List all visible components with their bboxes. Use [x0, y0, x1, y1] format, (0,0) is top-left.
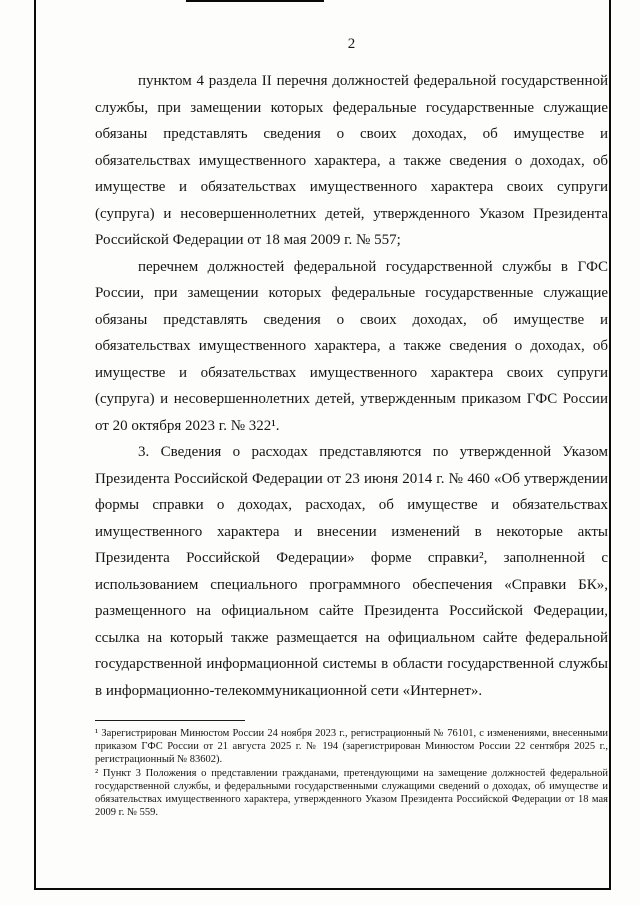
footnote-2: ² Пункт 3 Положения о представлении гражданами, претендующими на замещение должностей федеральной государственной службы, и федеральными государственными служащими сведений о доходах, об имуществе и обязательствах имущественного характера, утвержденного Указом Президента Российской Федерации от 18 мая 2009 г. № 559.	[95, 767, 608, 819]
footnote-1: ¹ Зарегистрирован Минюстом России 24 ноября 2023 г., регистрационный № 76101, с изменениями, внесенными приказом ГФС России от 21 августа 2025 г. № 194 (зарегистрирован Минюстом России 22 сентября 2025 г., регистрационный № 83602).	[95, 728, 608, 766]
scan-edge-left	[34, 0, 36, 890]
scan-artifact-top	[186, 0, 324, 2]
body-paragraph-2: перечнем должностей федеральной государственной службы в ГФС России, при замещении которых федеральные государственные служащие обязаны представлять сведения о своих доходах, об имуществе и обязательствах имущественного характера, а также сведения о доходах, об имуществе и обязательствах имущественного характера своих супруги (супруга) и несовершеннолетних детей, утвержденным приказом ГФС России от 20 октября 2023 г. № 322¹.	[95, 258, 608, 434]
page-number: 2	[347, 36, 356, 52]
footnote-separator	[95, 720, 245, 721]
scan-edge-bottom	[34, 888, 611, 890]
footnotes-section	[95, 720, 608, 819]
body-paragraph-3: 3. Сведения о расходах представляются по утвержденной Указом Президента Российской Федерации от 23 июня 2014 г. № 460 «Об утверждении формы справки о доходах, расходах, об имуществе и обязательствах имущественного характера и внесении изменений в некоторые акты Президента Российской Федерации» форме справки², заполненной с использованием специального программного обеспечения «Справки БК», размещенного на официальном сайте Президента Российской Федерации, ссылка на который также размещается на официальном сайте федеральной государственной информационной системы в области государственной службы в информационно-телекоммуникационной сети «Интернет».	[95, 444, 608, 699]
page-content	[95, 36, 608, 819]
scan-edge-right	[609, 0, 611, 890]
body-paragraph-1: пунктом 4 раздела II перечня должностей федеральной государственной службы, при замещении которых федеральные государственные служащие обязаны представлять сведения о своих доходах, об имуществе и обязательствах имущественного характера, а также сведения о доходах, об имуществе и обязательствах имущественного характера своих супруги (супруга) и несовершеннолетних детей, утвержденного Указом Президента Российской Федерации от 18 мая 2009 г. № 557;	[95, 73, 608, 248]
